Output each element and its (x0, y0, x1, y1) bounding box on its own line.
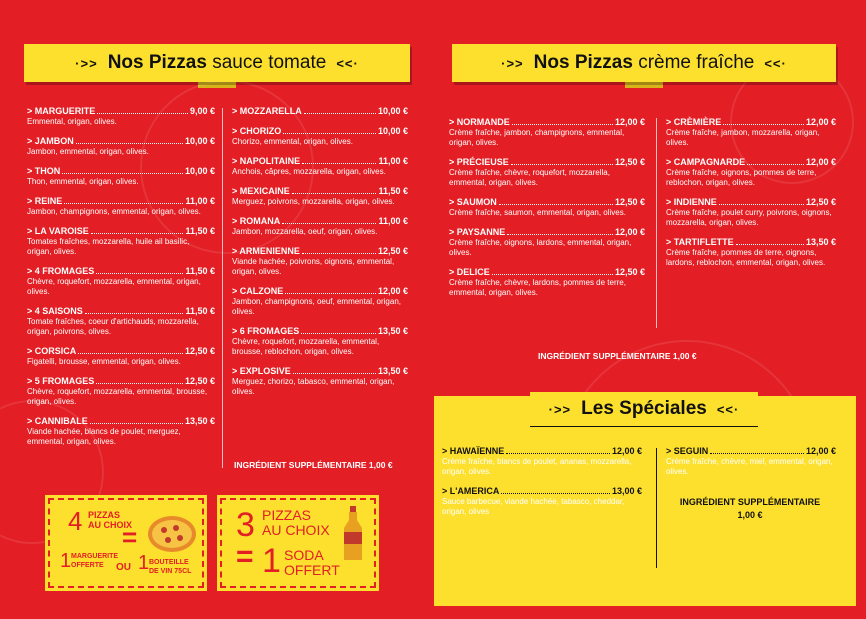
menu-item-name: > MOZZARELLA (232, 106, 302, 116)
banner-title-bold: Nos Pizzas (107, 52, 207, 73)
menu-item-description: Crème fraîche, oignons, lardons, emmental, origan, olives. (449, 238, 632, 257)
menu-item (232, 326, 408, 357)
banner-arrows-left: ·>> (75, 55, 98, 71)
menu-item-description: Crème fraîche, chèvre, miel, emmental, origan, olives. (666, 457, 833, 476)
menu-item-name: > L'AMERICA (442, 486, 500, 496)
menu-item-name: > SAUMON (449, 197, 497, 207)
menu-item-name: > 4 SAISONS (27, 306, 83, 316)
menu-item (27, 306, 215, 337)
menu-item-name: > DELICE (449, 267, 490, 277)
menu-item-price: 10,00 € (184, 166, 215, 176)
menu-item (27, 196, 215, 217)
tomate-pizza-list-2 (232, 106, 408, 406)
promo-au-choix-label: AU CHOIX (88, 520, 133, 530)
pizza-icon (146, 508, 198, 554)
menu-item-description: Tomate fraîches, coeur d'artichauds, mozzarella, origan, poivrons, olives. (27, 317, 199, 336)
menu-item (449, 267, 645, 298)
menu-item (27, 136, 215, 157)
menu-item-price: 12,50 € (184, 346, 215, 356)
menu-item-price: 13,50 € (805, 237, 836, 247)
menu-item-name: > CORSICA (27, 346, 77, 356)
menu-item-description: Crème fraîche, jambon, champignons, emmental, origan, olives. (449, 128, 625, 147)
menu-item-name: > 5 FROMAGES (27, 376, 95, 386)
promo-soda: SODA (284, 547, 324, 563)
menu-item-description: Crème fraîche, chèvre, roquefort, mozzarella, emmental, origan, olives. (449, 168, 610, 187)
menu-item (442, 446, 642, 477)
promo-num1: 1 (60, 550, 72, 572)
menu-item (449, 157, 645, 188)
menu-item-price: 11,50 € (185, 306, 215, 316)
menu-item-description: Merguez, poivrons, mozzarella, origan, olives. (232, 197, 395, 206)
menu-item (232, 106, 408, 117)
dot-leader (492, 274, 613, 275)
dot-leader (747, 164, 804, 165)
banner-title-rest: crème fraîche (638, 52, 755, 73)
menu-item-price: 12,00 € (611, 446, 642, 456)
dot-leader (719, 204, 804, 205)
menu-item-name: > CALZONE (232, 286, 284, 296)
dot-leader (292, 193, 377, 194)
menu-item-name: > CRÈMIÈRE (666, 117, 722, 127)
dot-leader (736, 244, 804, 245)
menu-item (27, 376, 215, 407)
menu-item (232, 126, 408, 147)
promo-pizzas-label: PIZZAS (262, 507, 312, 523)
menu-item (666, 237, 836, 268)
menu-item-description: Chèvre, roquefort, mozzarella, emmental, brousse, origan, olives. (27, 387, 208, 406)
menu-item (27, 106, 215, 127)
menu-item (449, 197, 645, 218)
dot-leader (62, 173, 183, 174)
dot-leader (511, 164, 613, 165)
menu-item-price: 12,00 € (805, 446, 836, 456)
soda-bottle-icon (342, 506, 364, 562)
dot-leader (293, 373, 376, 374)
menu-item-name: > JAMBON (27, 136, 74, 146)
banner-arrows-right: <<· (716, 401, 740, 417)
banner-title-rest: sauce tomate (212, 52, 327, 73)
speciales-extra-label: INGRÉDIENT SUPPLÉMENTAIRE (679, 497, 821, 507)
menu-item-price: 12,50 € (377, 246, 408, 256)
menu-item-description: Jambon, champignons, oeuf, emmental, origan, olives. (232, 297, 401, 316)
menu-item-name: > HAWAÏENNE (442, 446, 505, 456)
menu-item-price: 13,50 € (184, 416, 215, 426)
column-divider (222, 108, 223, 468)
speciales-list-2 (666, 446, 836, 486)
dot-leader (302, 163, 376, 164)
menu-item-description: Chèvre, roquefort, mozzarella, emmental, brousse, reblochon, origan, olives. (232, 337, 380, 356)
menu-item-description: Thon, emmental, origan, olives. (27, 177, 139, 186)
menu-item-price: 11,00 € (378, 216, 408, 226)
menu-item-price: 11,50 € (378, 186, 408, 196)
menu-item-price: 13,00 € (611, 486, 642, 496)
menu-item-name: > PAYSANNE (449, 227, 506, 237)
promo-au-choix-label: AU CHOIX (262, 522, 330, 538)
menu-item-name: > REINE (27, 196, 63, 206)
menu-item (232, 286, 408, 317)
dot-leader (64, 203, 183, 204)
dot-leader (285, 293, 376, 294)
dot-leader (301, 333, 376, 334)
menu-item (232, 366, 408, 397)
menu-item-price: 12,00 € (614, 227, 645, 237)
menu-item-price: 12,50 € (614, 157, 645, 167)
menu-item-price: 10,00 € (377, 126, 408, 136)
menu-item-description: Sauce barbecue, viande hachée, tabasco, cheddar, origan, olives (442, 497, 625, 516)
banner-title-bold: Nos Pizzas (533, 52, 633, 73)
menu-item-description: Jambon, emmental, origan, olives. (27, 147, 149, 156)
menu-item-name: > MEXICAINE (232, 186, 290, 196)
menu-item-description: Viande hachée, poivrons, oignons, emmental, origan, olives. (232, 257, 395, 276)
menu-item-description: Crème fraîche, pommes de terre, oignons, lardons, reblochon, emmental, origan, olives. (666, 248, 826, 267)
menu-item (666, 157, 836, 188)
menu-item-name: > INDIENNE (666, 197, 717, 207)
menu-item-price: 11,50 € (185, 266, 215, 276)
promo-num2: 1 (138, 552, 150, 574)
speciales-title: Les Spéciales (581, 398, 707, 419)
menu-item (27, 226, 215, 257)
menu-item-price: 10,00 € (377, 106, 408, 116)
dot-leader (96, 383, 183, 384)
menu-item-price: 9,00 € (189, 106, 215, 116)
creme-pizza-list-2 (666, 117, 836, 277)
dot-leader (91, 233, 184, 234)
menu-item-price: 11,00 € (378, 156, 408, 166)
menu-item-name: > LA VAROISE (27, 226, 89, 236)
menu-item (442, 486, 642, 517)
menu-item (666, 446, 836, 477)
menu-item-description: Crème fraîche, chèvre, lardons, pommes de terre, emmental, origan, olives. (449, 278, 626, 297)
menu-item-name: > CAMPAGNARDE (666, 157, 746, 167)
menu-item-price: 12,50 € (184, 376, 215, 386)
menu-item (232, 186, 408, 207)
creme-pizza-list-1 (449, 117, 645, 307)
menu-item-name: > CANNIBALE (27, 416, 88, 426)
menu-item (232, 216, 408, 237)
speciales-extra-ingredient (670, 496, 830, 522)
promo-equals: = (236, 540, 254, 573)
banner-arrows-left: ·>> (501, 55, 524, 71)
menu-item-name: > TARTIFLETTE (666, 237, 734, 247)
menu-item-price: 12,00 € (614, 117, 645, 127)
menu-item (232, 156, 408, 177)
menu-item-description: Crème fraîche, oignons, pommes de terre, reblochon, origan, olives. (666, 168, 817, 187)
menu-item-description: Crème fraîche, blancs de poulet, ananas, mozzarella, origan, olives. (442, 457, 632, 476)
dot-leader (512, 124, 613, 125)
column-divider (656, 118, 657, 328)
menu-item-name: > NAPOLITAINE (232, 156, 301, 166)
dot-leader (302, 253, 376, 254)
dot-leader (78, 353, 183, 354)
menu-item-price: 11,50 € (185, 226, 215, 236)
menu-item-description: Tomates fraîches, mozzarella, huile ail basilic, origan, olives. (27, 237, 190, 256)
menu-item-name: > THON (27, 166, 61, 176)
menu-item-name: > 6 FROMAGES (232, 326, 300, 336)
banner-arrows-left: ·>> (548, 401, 572, 417)
promo-marguerite: MARGUERITE (71, 553, 119, 560)
speciales-box (434, 396, 856, 606)
menu-item (449, 117, 645, 148)
menu-item (27, 166, 215, 187)
promo-big-number: 3 (236, 506, 255, 544)
dot-leader (85, 313, 184, 314)
menu-item-description: Emmental, origan, olives. (27, 117, 117, 126)
menu-item-price: 12,50 € (614, 197, 645, 207)
menu-item-description: Merguez, chorizo, tabasco, emmental, origan, olives. (232, 377, 395, 396)
menu-item-price: 12,00 € (805, 117, 836, 127)
promo-pizzas-label: PIZZAS (88, 510, 121, 520)
dot-leader (506, 453, 610, 454)
menu-item (449, 227, 645, 258)
menu-item-price: 12,50 € (614, 267, 645, 277)
banner-arrows-right: <<· (764, 55, 787, 71)
menu-item-description: Crème fraîche, saumon, emmental, origan, olives. (449, 208, 626, 217)
menu-item-name: > SEGUIN (666, 446, 709, 456)
menu-item-name: > ROMANA (232, 216, 281, 226)
menu-item-price: 11,00 € (185, 196, 215, 206)
menu-item-name: > NORMANDE (449, 117, 510, 127)
menu-item-description: Figatelli, brousse, emmental, origan, olives. (27, 357, 181, 366)
dot-leader (723, 124, 804, 125)
dot-leader (96, 273, 183, 274)
dot-leader (283, 133, 376, 134)
promo-or: OU (116, 562, 131, 573)
dot-leader (499, 204, 613, 205)
dot-leader (282, 223, 376, 224)
column-divider (656, 448, 657, 568)
menu-item-price: 12,50 € (805, 197, 836, 207)
promo-de-vin: DE VIN 75CL (149, 568, 192, 575)
promo-offerte: OFFERTE (71, 562, 104, 569)
tomate-extra-ingredient: INGRÉDIENT SUPPLÉMENTAIRE 1,00 € (234, 460, 393, 470)
menu-item (27, 346, 215, 367)
menu-item-description: Jambon, champignons, emmental, origan, olives. (27, 207, 201, 216)
menu-item (666, 197, 836, 228)
promo-offert: OFFERT (284, 562, 340, 578)
menu-item-description: Crème fraîche, jambon, mozzarella, origan, olives. (666, 128, 820, 147)
banner-arrows-right: <<· (336, 55, 359, 71)
dot-leader (76, 143, 183, 144)
menu-item-price: 13,50 € (377, 326, 408, 336)
promo-3-pizzas (220, 498, 376, 588)
menu-item-name: > ARMENIENNE (232, 246, 300, 256)
promo-num1: 1 (262, 542, 281, 580)
menu-item-name: > CHORIZO (232, 126, 282, 136)
promo-big-number: 4 (68, 506, 83, 536)
promo-equals: = (122, 522, 138, 552)
menu-item (666, 117, 836, 148)
menu-item-price: 10,00 € (184, 136, 215, 146)
menu-item (27, 416, 215, 447)
menu-item-description: Anchois, câpres, mozzarella, origan, olives. (232, 167, 386, 176)
speciales-list-1 (442, 446, 642, 526)
creme-extra-ingredient: INGRÉDIENT SUPPLÉMENTAIRE 1,00 € (538, 351, 697, 361)
dot-leader (97, 113, 188, 114)
menu-item (232, 246, 408, 277)
menu-item (27, 266, 215, 297)
menu-item-name: > PRÉCIEUSE (449, 157, 509, 167)
menu-item-description: Chorizo, emmental, origan, olives. (232, 137, 353, 146)
menu-item-description: Crème fraîche, poulet curry, poivrons, oignons, mozzarella, origan, olives. (666, 208, 832, 227)
menu-item-price: 12,00 € (805, 157, 836, 167)
menu-item-name: > EXPLOSIVE (232, 366, 291, 376)
menu-item-price: 13,50 € (377, 366, 408, 376)
menu-item-description: Jambon, mozzarella, oeuf, origan, olives. (232, 227, 378, 236)
speciales-extra-price: 1,00 € (737, 510, 763, 520)
speciales-banner (530, 392, 758, 427)
dot-leader (501, 493, 610, 494)
menu-item-name: > 4 FROMAGES (27, 266, 95, 276)
menu-item-price: 12,00 € (377, 286, 408, 296)
promo-4-pizzas (48, 498, 204, 588)
menu-item-description: Chèvre, roquefort, mozzarella, emmental, origan, olives. (27, 277, 201, 296)
dot-leader (90, 423, 183, 424)
menu-item-name: > MARGUERITE (27, 106, 96, 116)
dot-leader (304, 113, 376, 114)
creme-fraiche-banner (452, 44, 836, 82)
tomate-pizza-list-1 (27, 106, 215, 456)
sauce-tomate-banner (24, 44, 410, 82)
promo-bouteille: BOUTEILLE (149, 559, 189, 566)
dot-leader (710, 453, 804, 454)
menu-item-description: Viande hachée, blancs de poulet, merguez, emmental, origan, olives. (27, 427, 181, 446)
dot-leader (507, 234, 613, 235)
